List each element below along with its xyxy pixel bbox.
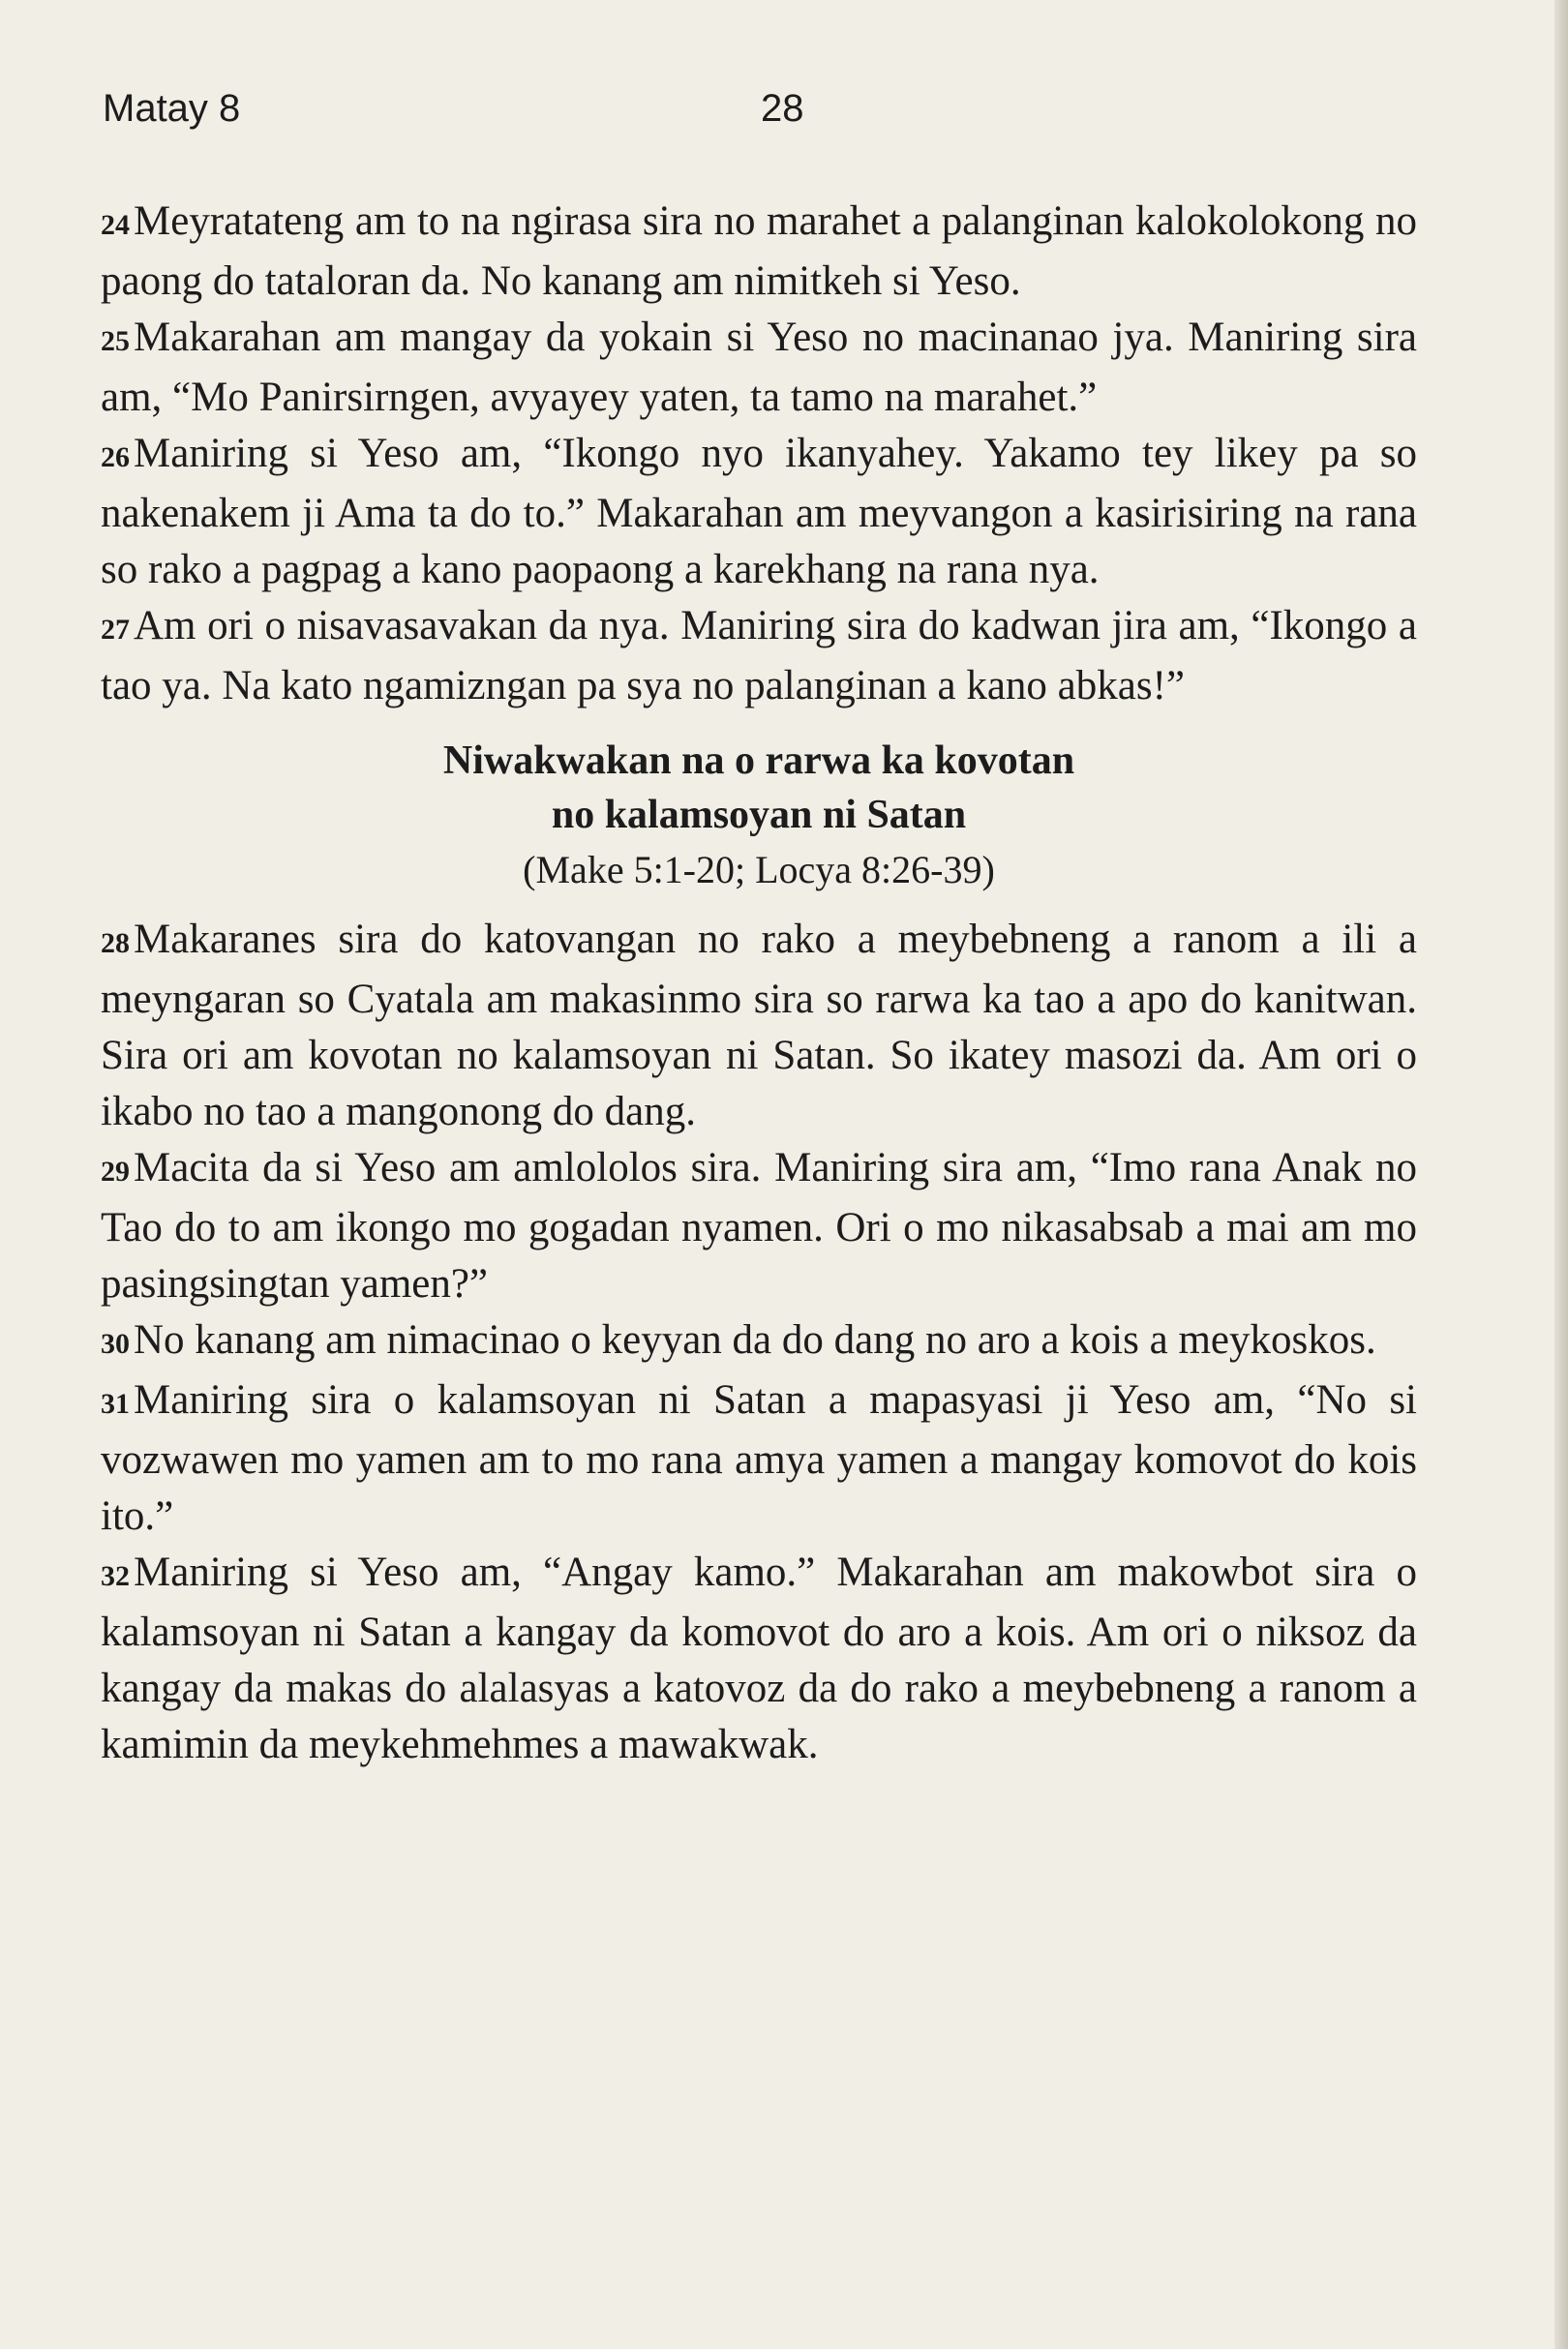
verse-31 — [101, 1372, 1417, 1545]
scripture-text — [101, 194, 1417, 1773]
verse-number: 28 — [101, 927, 130, 959]
verse-number: 24 — [101, 209, 130, 241]
verse-28 — [101, 912, 1417, 1140]
page-number: 28 — [761, 87, 804, 130]
verse-number: 32 — [101, 1560, 130, 1592]
verse-text: Maniring sira o kalamsoyan ni Satan a mapasyasi ji Yeso am, “No si vozwawen mo yamen am to mo rana amya yamen a mangay komovot do kois ito.” — [101, 1377, 1417, 1539]
verse-25 — [101, 310, 1417, 426]
verse-text: Meyratateng am to na ngirasa sira no marahet a palanginan kalokolokong no paong do tataloran da. No kanang am nimitkeh si Yeso. — [101, 198, 1417, 304]
cross-references: (Make 5:1-20; Locya 8:26-39) — [523, 848, 995, 891]
verse-number: 30 — [101, 1328, 130, 1360]
section-title-line-2: no kalamsoyan ni Satan — [551, 793, 967, 837]
page-edge — [1554, 0, 1568, 2349]
verse-text: No kanang am nimacinao o keyyan da do dang no aro a kois a meykoskos. — [134, 1317, 1376, 1363]
verse-number: 27 — [101, 614, 130, 646]
verse-27 — [101, 598, 1417, 714]
verse-text: Maniring si Yeso am, “Ikongo nyo ikanyahey. Yakamo tey likey pa so nakenakem ji Ama ta do to.” Makarahan am meyvangon a kasirisiring na rana so rako a pagpag a kano paopaong a karekhang na rana nya. — [101, 431, 1417, 592]
section-title-line-1: Niwakwakan na o rarwa ka kovotan — [442, 738, 1075, 783]
verse-29 — [101, 1140, 1417, 1312]
verse-text: Makarahan am mangay da yokain si Yeso no macinanao jya. Maniring sira am, “Mo Panirsirngen, avyayey yaten, ta tamo na marahet.” — [101, 315, 1417, 420]
running-head — [103, 79, 804, 137]
verse-30 — [101, 1312, 1417, 1372]
verse-number: 29 — [101, 1156, 130, 1188]
verse-text: Am ori o nisavasavakan da nya. Maniring sira do kadwan jira am, “Ikongo a tao ya. Na kato ngamizngan pa sya no palanginan a kano abkas!” — [101, 603, 1417, 708]
section-heading — [101, 734, 1417, 842]
verse-24 — [101, 194, 1417, 310]
verse-number: 25 — [101, 325, 130, 357]
verse-26 — [101, 426, 1417, 598]
verse-number: 26 — [101, 441, 130, 473]
verse-number: 31 — [101, 1388, 130, 1420]
verse-text: Maniring si Yeso am, “Angay kamo.” Makarahan am makowbot sira o kalamsoyan ni Satan a kangay da komovot do aro a kois. Am ori o niksoz da kangay da makas do alalasyas a katovoz da do rako a meybebneng a ranom a kamimin da meykehmehmes a mawakwak. — [101, 1550, 1417, 1767]
verse-32 — [101, 1545, 1417, 1773]
verse-text: Makaranes sira do katovangan no rako a meybebneng a ranom a ili a meyngaran so Cyatala am makasinmo sira so rarwa ka tao a apo do kanitwan. Sira ori am kovotan no kalamsoyan ni Satan. So ikatey masozi da. Am ori o ikabo no tao a mangonong do dang. — [101, 917, 1417, 1134]
verse-text: Macita da si Yeso am amlololos sira. Maniring sira am, “Imo rana Anak no Tao do to am ikongo mo gogadan nyamen. Ori o mo nikasabsab a mai am mo pasingsingtan yamen?” — [101, 1145, 1417, 1307]
book-chapter-label: Matay 8 — [103, 87, 241, 130]
